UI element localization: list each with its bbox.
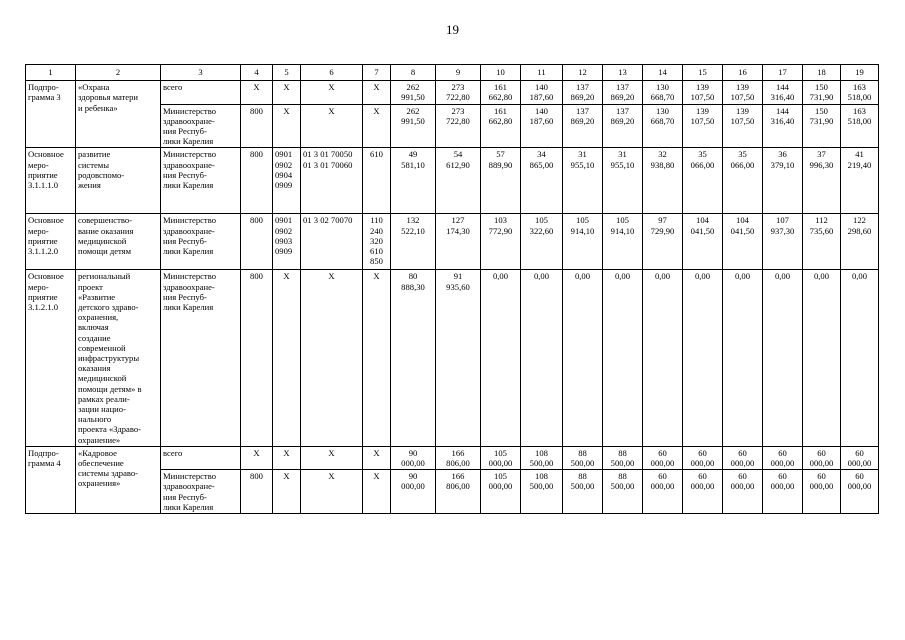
table-cell: Основное меро- приятие 3.1.1.1.0 — [26, 148, 76, 214]
table-cell: 140 187,60 — [521, 104, 563, 148]
table-row — [26, 446, 879, 469]
table-cell: 144 316,40 — [763, 81, 803, 104]
table-cell: 36 379,10 — [763, 148, 803, 214]
table-cell: 32 938,80 — [643, 148, 683, 214]
table-cell: 0901 0902 0903 0909 — [273, 214, 301, 270]
table-cell: Х — [363, 446, 391, 469]
table-cell: Х — [301, 470, 363, 514]
table-cell: Министерство здравоохране- ния Респуб- лики Карелия — [161, 104, 241, 148]
table-cell: 80 888,30 — [391, 270, 436, 446]
table-cell: 800 — [241, 270, 273, 446]
table-cell: 610 — [363, 148, 391, 214]
table-row — [26, 148, 879, 214]
table-cell: 127 174,30 — [436, 214, 481, 270]
table-cell: 0,00 — [643, 270, 683, 446]
page-number: 19 — [446, 22, 459, 37]
table-cell: 139 107,50 — [683, 81, 723, 104]
column-header: 14 — [643, 65, 683, 81]
table-cell: 0,00 — [723, 270, 763, 446]
table-cell: 88 500,00 — [563, 446, 603, 469]
table-cell: 57 889,90 — [481, 148, 521, 214]
table-cell: 0,00 — [763, 270, 803, 446]
column-header: 15 — [683, 65, 723, 81]
table-cell: 35 066,00 — [723, 148, 763, 214]
table-cell: Основное меро- приятие 3.1.1.2.0 — [26, 214, 76, 270]
table-cell: 60 000,00 — [841, 446, 879, 469]
table-cell: «Кадровое обеспечение системы здраво- охранения» — [76, 446, 161, 513]
table-cell: 01 3 02 70070 — [301, 214, 363, 270]
table-cell: 137 869,20 — [563, 104, 603, 148]
table-cell: Х — [301, 104, 363, 148]
table-cell: всего — [161, 446, 241, 469]
table-cell: 163 518,00 — [841, 81, 879, 104]
table-cell: 54 612,90 — [436, 148, 481, 214]
budget-table — [25, 64, 879, 514]
table-cell: 60 000,00 — [763, 446, 803, 469]
table-cell: 60 000,00 — [683, 470, 723, 514]
table-cell: 103 772,90 — [481, 214, 521, 270]
table-cell: 104 041,50 — [723, 214, 763, 270]
table-cell: Министерство здравоохране- ния Респуб- лики Карелия — [161, 148, 241, 214]
column-header: 10 — [481, 65, 521, 81]
table-cell: 166 806,00 — [436, 470, 481, 514]
table-cell: 137 869,20 — [563, 81, 603, 104]
table-cell: 130 668,70 — [643, 104, 683, 148]
table-cell: Основное меро- приятие 3.1.2.1.0 — [26, 270, 76, 446]
column-header: 6 — [301, 65, 363, 81]
table-cell: Х — [241, 446, 273, 469]
table-cell: Х — [273, 104, 301, 148]
table-cell: 01 3 01 70050 01 3 01 70060 — [301, 148, 363, 214]
table-cell: 0,00 — [603, 270, 643, 446]
table-cell: 122 298,60 — [841, 214, 879, 270]
table-cell: 105 000,00 — [481, 470, 521, 514]
table-cell: 97 729,90 — [643, 214, 683, 270]
table-cell: 60 000,00 — [763, 470, 803, 514]
column-header: 8 — [391, 65, 436, 81]
table-cell: 107 937,30 — [763, 214, 803, 270]
table-cell: 0,00 — [841, 270, 879, 446]
column-header: 9 — [436, 65, 481, 81]
table-cell: 112 735,60 — [803, 214, 841, 270]
table-cell: Х — [363, 104, 391, 148]
table-cell: Х — [273, 446, 301, 469]
table-cell: Подпро- грамма 3 — [26, 81, 76, 148]
table-cell: 262 991,50 — [391, 81, 436, 104]
table-cell: «Охрана здоровья матери и ребенка» — [76, 81, 161, 148]
table-cell: 161 662,80 — [481, 81, 521, 104]
column-header: 12 — [563, 65, 603, 81]
table-cell: 88 500,00 — [603, 470, 643, 514]
table-cell: 163 518,00 — [841, 104, 879, 148]
table-cell: Х — [241, 81, 273, 104]
table-cell: 108 500,00 — [521, 446, 563, 469]
table-cell: Х — [273, 81, 301, 104]
table-cell: 0,00 — [481, 270, 521, 446]
column-header: 7 — [363, 65, 391, 81]
table-cell: 273 722,80 — [436, 81, 481, 104]
table-cell: 104 041,50 — [683, 214, 723, 270]
table-cell: 88 500,00 — [603, 446, 643, 469]
table-cell: 137 869,20 — [603, 81, 643, 104]
table-cell: 105 322,60 — [521, 214, 563, 270]
table-cell: Х — [273, 270, 301, 446]
table-cell: Х — [363, 270, 391, 446]
table-cell: 60 000,00 — [643, 446, 683, 469]
column-header: 1 — [26, 65, 76, 81]
table-cell: 800 — [241, 214, 273, 270]
table-cell: 49 581,10 — [391, 148, 436, 214]
table-cell: 161 662,80 — [481, 104, 521, 148]
table-cell: 0,00 — [683, 270, 723, 446]
table-cell: 139 107,50 — [723, 104, 763, 148]
table-cell: 800 — [241, 470, 273, 514]
table-cell: Х — [363, 81, 391, 104]
table-cell: 139 107,50 — [683, 104, 723, 148]
column-header: 3 — [161, 65, 241, 81]
table-cell: региональный проект «Развитие детского здраво- охранения, включая создание современной инфраструктуры оказания медицинской помощи детям» в рамках реали- зации нацио- нального проекта «Здраво- охранение» — [76, 270, 161, 446]
table-cell: 35 066,00 — [683, 148, 723, 214]
column-header: 13 — [603, 65, 643, 81]
table-cell: Министерство здравоохране- ния Респуб- лики Карелия — [161, 470, 241, 514]
table-cell: Министерство здравоохране- ния Респуб- лики Карелия — [161, 270, 241, 446]
table-cell: 41 219,40 — [841, 148, 879, 214]
table-cell: 105 000,00 — [481, 446, 521, 469]
table-cell: 144 316,40 — [763, 104, 803, 148]
table-cell: 90 000,00 — [391, 470, 436, 514]
table-cell: 130 668,70 — [643, 81, 683, 104]
table-cell: 110 240 320 610 850 — [363, 214, 391, 270]
table-cell: Х — [301, 81, 363, 104]
table-cell: 150 731,90 — [803, 104, 841, 148]
table-cell: 34 865,00 — [521, 148, 563, 214]
column-header: 4 — [241, 65, 273, 81]
column-header: 17 — [763, 65, 803, 81]
table-cell: 105 914,10 — [603, 214, 643, 270]
column-header: 19 — [841, 65, 879, 81]
table-cell: 132 522,10 — [391, 214, 436, 270]
table-cell: 105 914,10 — [563, 214, 603, 270]
table-cell: 88 500,00 — [563, 470, 603, 514]
table-cell: 60 000,00 — [841, 470, 879, 514]
column-header: 18 — [803, 65, 841, 81]
table-cell: 0,00 — [521, 270, 563, 446]
table-cell: 90 000,00 — [391, 446, 436, 469]
table-cell: 31 955,10 — [603, 148, 643, 214]
table-cell: совершенство- вание оказания медицинской помощи детям — [76, 214, 161, 270]
table-cell: 37 996,30 — [803, 148, 841, 214]
table-cell: 108 500,00 — [521, 470, 563, 514]
table-cell: 137 869,20 — [603, 104, 643, 148]
column-header: 16 — [723, 65, 763, 81]
table-cell: 0,00 — [563, 270, 603, 446]
table-cell: 60 000,00 — [803, 470, 841, 514]
table-cell: 60 000,00 — [803, 446, 841, 469]
table-cell: 0901 0902 0904 0909 — [273, 148, 301, 214]
table-row — [26, 214, 879, 270]
table-cell: 273 722,80 — [436, 104, 481, 148]
table-cell: Х — [273, 470, 301, 514]
column-header: 2 — [76, 65, 161, 81]
table-cell: Министерство здравоохране- ния Респуб- лики Карелия — [161, 214, 241, 270]
column-header: 5 — [273, 65, 301, 81]
table-cell: 0,00 — [803, 270, 841, 446]
table-cell: Х — [301, 270, 363, 446]
table-cell: Х — [363, 470, 391, 514]
table-cell: 150 731,90 — [803, 81, 841, 104]
table-cell: развитие системы родовспомо- жения — [76, 148, 161, 214]
table-cell: 262 991,50 — [391, 104, 436, 148]
column-header: 11 — [521, 65, 563, 81]
table-cell: 139 107,50 — [723, 81, 763, 104]
table-cell: всего — [161, 81, 241, 104]
table-cell: 140 187,60 — [521, 81, 563, 104]
table-cell: 60 000,00 — [723, 470, 763, 514]
table-row — [26, 270, 879, 446]
table-cell: Х — [301, 446, 363, 469]
table-cell: 800 — [241, 104, 273, 148]
table-row — [26, 81, 879, 104]
table-cell: 31 955,10 — [563, 148, 603, 214]
table-cell: 91 935,60 — [436, 270, 481, 446]
table-cell: 60 000,00 — [643, 470, 683, 514]
table-cell: 166 806,00 — [436, 446, 481, 469]
table-cell: Подпро- грамма 4 — [26, 446, 76, 513]
header-row — [26, 65, 879, 81]
table-cell: 60 000,00 — [723, 446, 763, 469]
table-cell: 60 000,00 — [683, 446, 723, 469]
table-cell: 800 — [241, 148, 273, 214]
